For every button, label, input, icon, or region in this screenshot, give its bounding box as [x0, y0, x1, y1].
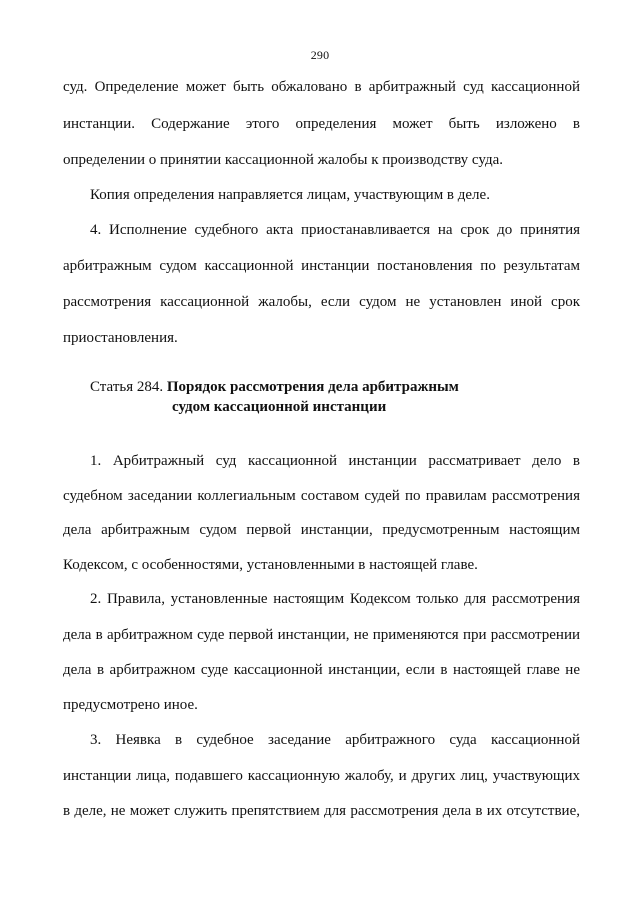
text-line: инстанции лица, подавшего кассационную жалобу, и других лиц, участвующих: [63, 768, 580, 784]
text-line: 2. Правила, установленные настоящим Кодексом только для рассмотрения: [90, 591, 580, 607]
text-line: дела арбитражным судом первой инстанции, предусмотренным настоящим: [63, 522, 580, 538]
text-line: арбитражным судом кассационной инстанции постановления по результатам: [63, 258, 580, 274]
article-number: Статья 284.: [90, 379, 164, 395]
text-line: Кодексом, с особенностями, установленными в настоящей главе.: [63, 557, 478, 573]
text-line: определении о принятии кассационной жалобы к производству суда.: [63, 152, 503, 168]
text-line: в деле, не может служить препятствием для рассмотрения дела в их отсутствие,: [63, 803, 580, 819]
text-line: судебном заседании коллегиальным составом судей по правилам рассмотрения: [63, 488, 580, 504]
article-title-line-2: судом кассационной инстанции: [172, 399, 387, 415]
text-line: инстанции. Содержание этого определения может быть изложено в: [63, 116, 580, 132]
article-title-line-1: Порядок рассмотрения дела арбитражным: [166, 379, 459, 395]
text-line: суд. Определение может быть обжаловано в арбитражный суд кассационной: [63, 79, 580, 95]
text-line: предусмотрено иное.: [63, 697, 198, 713]
text-line: приостановления.: [63, 330, 178, 346]
text-line: дела в арбитражном суде кассационной инстанции, если в настоящей главе не: [63, 662, 580, 678]
text-line: 1. Арбитражный суд кассационной инстанции рассматривает дело в: [90, 453, 580, 469]
text-line: рассмотрения кассационной жалобы, если судом не установлен иной срок: [63, 294, 580, 310]
text-line: дела в арбитражном суде первой инстанции, не применяются при рассмотрении: [63, 627, 580, 643]
text-line: 3. Неявка в судебное заседание арбитражного суда кассационной: [90, 732, 580, 748]
text-line: 4. Исполнение судебного акта приостанавливается на срок до принятия: [90, 222, 580, 238]
text-line: Копия определения направляется лицам, участвующим в деле.: [90, 187, 490, 203]
article-heading: [90, 378, 459, 396]
page-number: 290: [310, 48, 330, 62]
